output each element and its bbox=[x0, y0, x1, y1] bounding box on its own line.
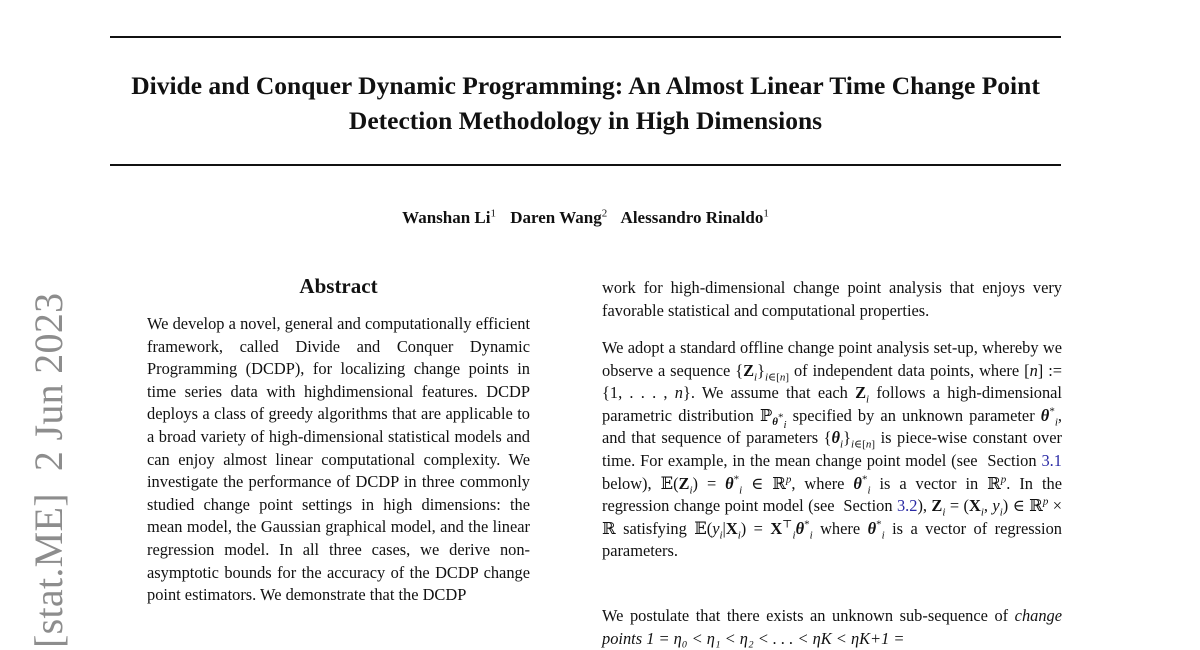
math-inline: 1 = η₀ < η₁ < η₂ < . . . < ηK < ηK+1 = bbox=[646, 628, 905, 648]
text-span: is piece-wise constant over time. For example, in the mean change point model (see Section bbox=[602, 428, 1062, 470]
text-span: We adopt a standard offline change point analysis set-up, whereby we observe a sequence bbox=[602, 338, 1062, 380]
text-span: ), bbox=[917, 496, 927, 516]
intro-paragraph-1: work for high-dimensional change point analysis that enjoys very favorable statistical and computational properties. bbox=[602, 278, 1062, 320]
arxiv-side-stamp bbox=[24, 293, 74, 648]
text-span: is a vector of regression parameters. bbox=[602, 518, 1062, 561]
section-link[interactable]: 3.1 bbox=[1041, 450, 1062, 470]
section-link[interactable]: 3.2 bbox=[896, 496, 918, 516]
text-span: follows a high-dimensional parametric distribution bbox=[602, 383, 1062, 425]
text-span: below), bbox=[602, 473, 652, 493]
paper-title: Divide and Conquer Dynamic Programming: An Almost Linear Time Change Point Detection Methodology in High Dimensions bbox=[131, 71, 1040, 135]
text-span: is a vector in bbox=[879, 473, 979, 493]
text-span: . We assume that each bbox=[690, 383, 848, 403]
text-span: where bbox=[820, 518, 861, 538]
title-bottom-rule bbox=[110, 164, 1061, 166]
intro-paragraph-2: We adopt a standard offline change point analysis set-up, whereby we observe a sequence $\{Z_i\}_{i\in[n]}$ of independent data points, where [n] := {1, . . . , n}. We assume that each $Z_i$ follows a high-dimensional parametric distribution ℙ$_{\theta^*_i}$ specified by an unknown parameter $\theta^*_i$, and that sequence of parameters $\{\theta_i\}_{i\in[n]}$ is piece-wise constant over time. For example, in the mean change point model (see Section 3.1 below), $𝔼(Z_i) = \theta^*_i$ ∈ ℝ$^p$, where $\theta^*_i$ is a vector in ℝ$^p$. In the regression change point model (see Section 3.2), $Z_i = (X_i$, $y_i$) ∈ ℝ$^p$ × ℝ satisfying $𝔼(y_i|X_i) = X^⊤_i\theta^*_i$ where $\theta^*_i$ is a vector of regression parameters. bbox=[602, 338, 1062, 561]
text-span: , where bbox=[791, 473, 845, 493]
title-top-rule bbox=[110, 36, 1061, 38]
intro-paragraph-3 bbox=[602, 605, 1062, 650]
text-span: satisfying bbox=[623, 518, 687, 538]
text-span: , and that sequence of parameters bbox=[602, 405, 1062, 448]
author-name: Daren Wang bbox=[510, 208, 602, 227]
text-span: specified by an unknown parameter bbox=[792, 405, 1035, 425]
author-affiliation: 2 bbox=[601, 207, 608, 220]
author-name: Alessandro Rinaldo bbox=[620, 208, 764, 227]
arxiv-date: 2 Jun 2023 bbox=[26, 292, 71, 472]
emphasis-text: change points bbox=[602, 606, 1063, 648]
text-span: of independent data points, where bbox=[793, 360, 1020, 380]
author-affiliation: 1 bbox=[763, 207, 769, 220]
author-name: Wanshan Li bbox=[402, 208, 491, 227]
arxiv-category: [stat.ME] bbox=[26, 493, 71, 648]
abstract-body: We develop a novel, general and computationally efficient framework, called Divide and Conquer Dynamic Programming (DCDP), for localizing change points in time series data with highdimensional features. DCDP deploys a class of greedy algorithms that are applicable to a broad variety of high-dimensional statistical models and can enjoy almost linear computational complexity. We investigate the performance of DCDP in three commonly studied change point settings in high dimensions: the mean model, the Gaussian graphical model, and the linear regression model. In all three cases, we derive non-asymptotic bounds for the accuracy of the DCDP change point estimators. We demonstrate that the DCDP bbox=[147, 314, 530, 605]
text-span: In the regression change point model (see Section bbox=[602, 473, 1062, 516]
author-list bbox=[110, 208, 1061, 228]
abstract-heading: Abstract bbox=[299, 274, 378, 298]
text-span: We postulate that there exists an unknown sub-sequence of bbox=[602, 606, 1009, 625]
author-affiliation: 1 bbox=[490, 207, 496, 220]
